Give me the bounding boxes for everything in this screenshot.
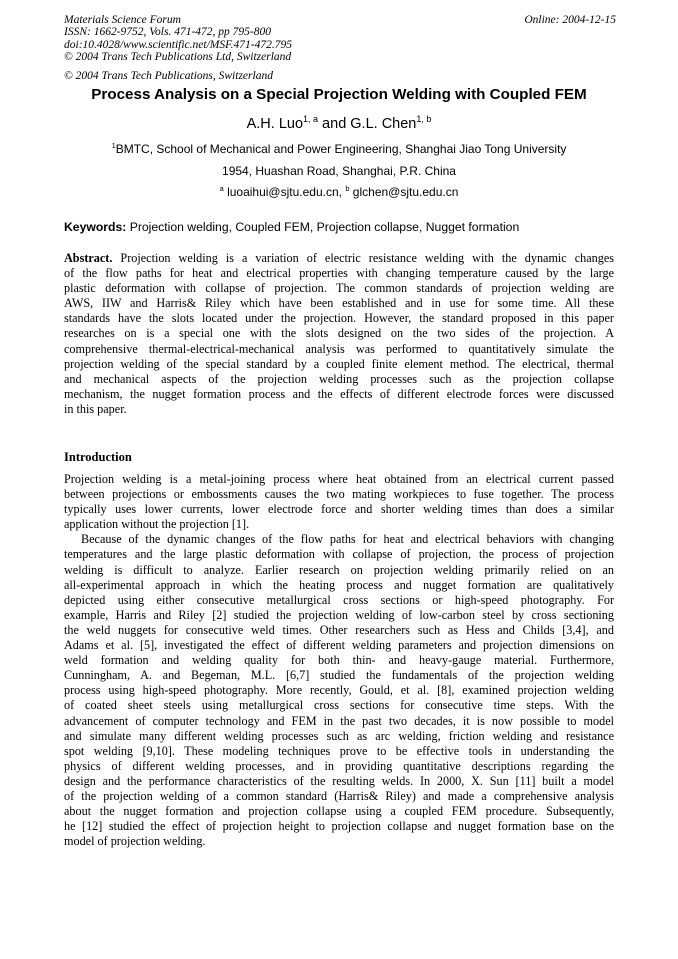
copyright-bottom: © 2004 Trans Tech Publications, Switzerland (64, 70, 273, 83)
abstract-line: and mechanical aspects of the projection welding processes such as the projection collapse (64, 371, 614, 386)
abstract-line: mechanism, the nugget formation process and the effects of different electrode forces were discussed (64, 386, 614, 401)
publication-header (64, 14, 616, 82)
author-emails (0, 185, 678, 199)
affiliation-address: 1954, Huashan Road, Shanghai, P.R. China (222, 164, 456, 178)
intro-line: application without the projection [1]. (64, 517, 250, 532)
intro-line: the weld nuggets for consecutive weld times. Other researchers such as Hess and Childs [3,4], and (64, 622, 614, 637)
email-superscript: b (345, 184, 350, 193)
keywords-text: Projection welding, Coupled FEM, Projection collapse, Nugget formation (126, 220, 520, 234)
intro-line: design and the performance characteristics of the resulting welds. In 2000, X. Sun [11] built a model (64, 773, 614, 788)
intro-line: advancement of computer technology and FEM in the past two decades, it is now possible to model (64, 713, 614, 728)
abstract-line: plastic deformation with collapse of projection. The common standards of projection welding are (64, 281, 614, 296)
intro-line: weld formation and welding quality for both thin- and heavy-gauge material. Furthermore, (64, 653, 614, 668)
intro-line: Adams et al. [5], investigated the effect of different welding parameters and projection dimensions on (64, 638, 614, 653)
intro-line: and simulate many different welding processes such as arc welding, friction welding and resistance (64, 728, 614, 743)
paper-title: Process Analysis on a Special Projection Welding with Coupled FEM (91, 86, 587, 103)
author-name: G.L. Chen (350, 116, 417, 132)
abstract-text: Projection welding is a variation of electric resistance welding with the dynamic changes (112, 251, 614, 265)
keywords-label: Keywords: (64, 220, 127, 234)
author-superscript: 1, b (416, 114, 432, 125)
abstract-line: of the flow paths for heat and electrical properties with changing temperature caused by the large (64, 266, 614, 281)
introduction-section (64, 472, 614, 849)
intro-line: example, Harris and Riley [2] studied the projection welding of low-carbon steel by cross sectioning (64, 607, 614, 622)
abstract-line (64, 251, 614, 266)
email-link[interactable]: luoaihui@sjtu.edu.cn, (223, 185, 346, 199)
intro-line: spot welding [9,10]. These modeling techniques prove to be effective tools in understanding the (64, 743, 614, 758)
email-link[interactable]: glchen@sjtu.edu.cn (349, 185, 459, 199)
affiliation-line (0, 142, 678, 156)
keywords (64, 220, 616, 234)
abstract-line: researches on is a special one with the slots designed on the two sides of the projection. A (64, 326, 614, 341)
abstract-line: projection welding of the special standard by a coupled finite element method. The electrical, thermal (64, 356, 614, 371)
author-superscript: 1, a (303, 114, 319, 125)
intro-line: depicted using either consecutive metallurgical cross sections or high-speed photography. For (64, 592, 614, 607)
intro-line: Projection welding is a metal-joining process where heat obtained from an electrical current passed (64, 472, 614, 486)
abstract-section (64, 251, 614, 417)
online-date: Online: 2004-12-15 (524, 14, 616, 26)
abstract-line: standards have the slots located under the projection. However, the standard proposed in this paper (64, 311, 614, 326)
intro-line: he [12] studied the effect of projection height to projection collapse and nugget formation base on the (64, 819, 614, 834)
intro-line: Because of the dynamic changes of the flow paths for heat and electrical behaviors with changing (81, 532, 614, 547)
intro-line: about the nugget formation and projection collapse using a coupled FEM procedure. Subsequently, (64, 804, 614, 819)
author-name: A.H. Luo (246, 116, 304, 132)
abstract-label: Abstract. (64, 251, 113, 265)
author-conjunction: and (318, 116, 351, 132)
doi-line: doi:10.4028/www.scientific.net/MSF.471-472.795 (64, 38, 292, 51)
intro-line: model of projection welding. (64, 834, 206, 849)
abstract-line: comprehensive thermal-electrical-mechanical analysis was performed to quantitatively simulate the (64, 341, 614, 356)
intro-line: temperatures and the large plastic deformation with collapse of projection, the process of projection (64, 547, 614, 562)
affiliation-text: BMTC, School of Mechanical and Power Engineering, Shanghai Jiao Tong University (115, 142, 567, 156)
section-heading: Introduction (64, 450, 132, 464)
intro-line: of coated sheet steels using metallurgical cross sections for consecutive time steps. With the (64, 698, 614, 713)
abstract-line: in this paper. (64, 401, 127, 416)
intro-line: all-experimental approach in which the heating process and nugget formation are qualitatively (64, 577, 614, 592)
intro-line: of the projection welding of a common standard (Harris& Riley) and made a comprehensive analysis (64, 788, 614, 803)
author-list (0, 116, 678, 132)
abstract-line: AWS, IIW and Harris& Riley which have been established and in use for some time. All these (64, 296, 614, 311)
intro-line: physics of different welding processes, and in providing quantitative descriptions regarding the (64, 758, 614, 773)
email-superscript: a (219, 184, 224, 193)
intro-line: welding is difficult to analyze. Earlier research on projection welding primarily relied on an (64, 562, 614, 577)
journal-name: Materials Science Forum (64, 14, 181, 26)
issn-line: ISSN: 1662-9752, Vols. 471-472, pp 795-800 (64, 26, 271, 39)
intro-line: process using high-speed photography. More recently, Gould, et al. [8], examined projection welding (64, 683, 614, 698)
intro-line: Cunningham, A. and Begeman, M.L. [6,7] studied the fundamentals of the projection welding (64, 668, 614, 683)
intro-line: between projections or embossments causes the two mating workpieces to fuse together. The process (64, 487, 614, 502)
affiliation-superscript: 1 (111, 141, 116, 150)
copyright-top: © 2004 Trans Tech Publications Ltd, Switzerland (64, 50, 292, 63)
intro-line: typically uses lower currents, lower electrode force and shorter welding times than does a similar (64, 502, 614, 517)
